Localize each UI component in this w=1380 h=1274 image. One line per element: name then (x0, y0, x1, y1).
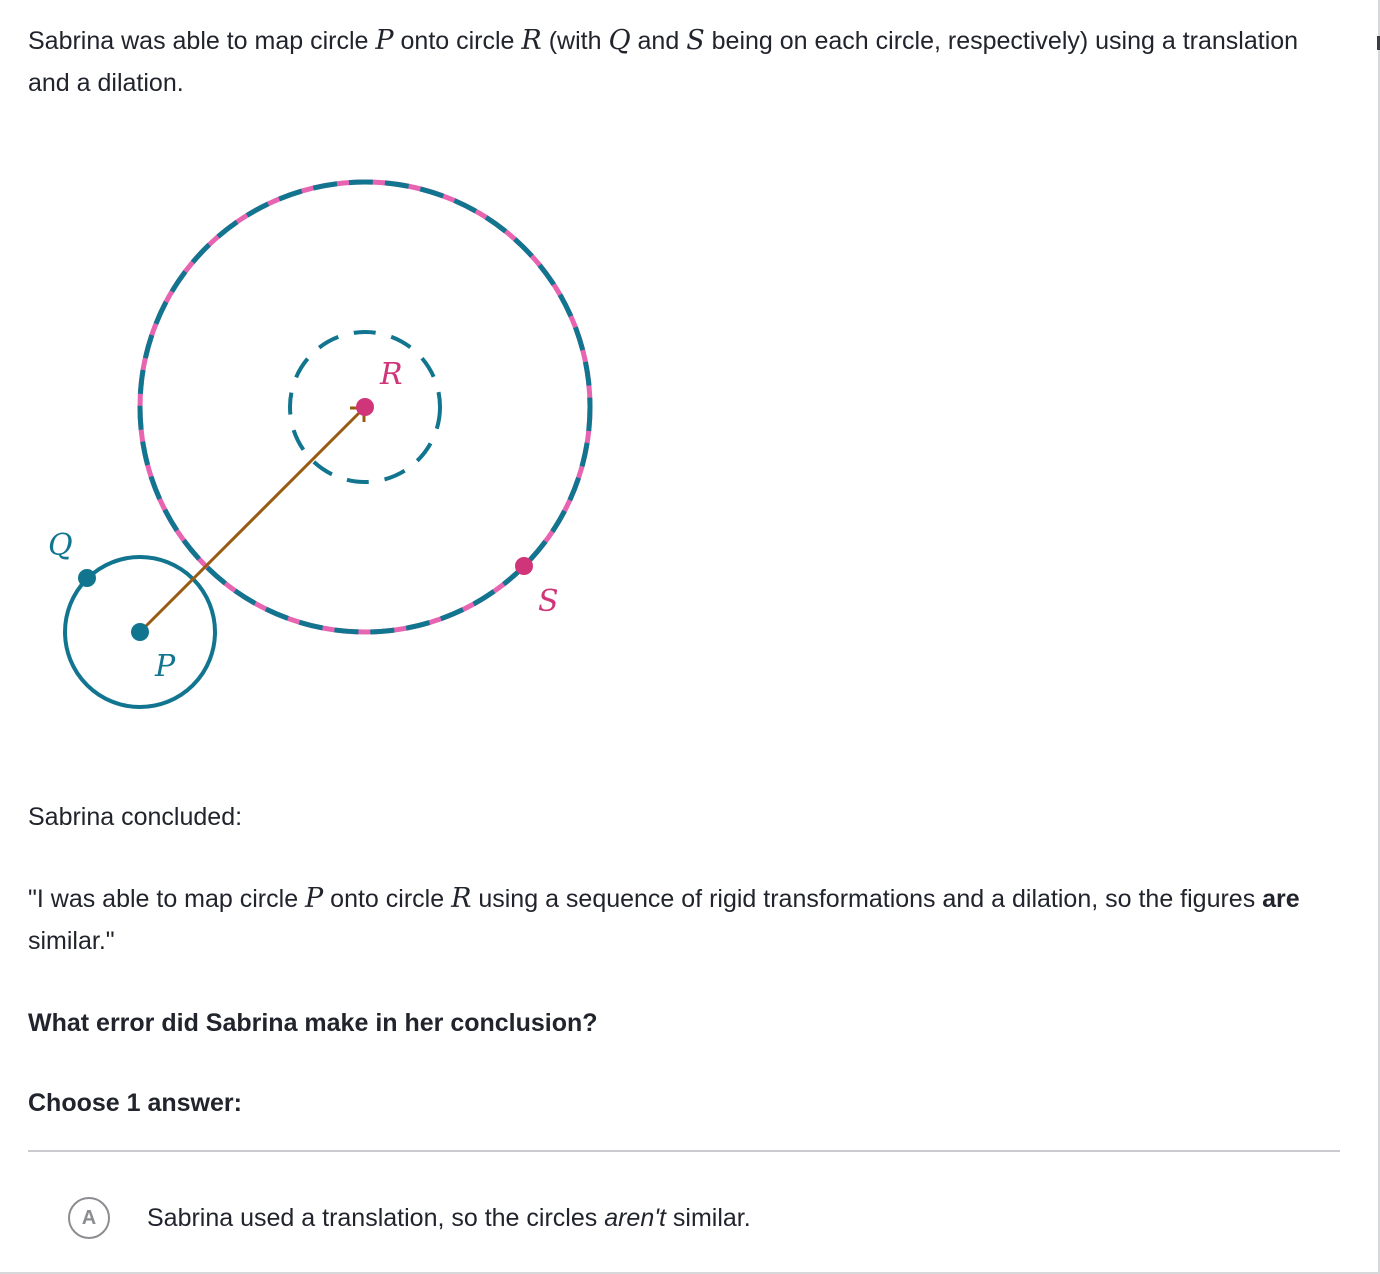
label-p: P (155, 649, 176, 684)
concluded-label: Sabrina concluded: (28, 803, 243, 831)
choices-divider (28, 1150, 1340, 1152)
math-var-p: P (375, 25, 394, 56)
choice-a[interactable] (68, 1195, 751, 1241)
quote-emphasis: are (1262, 885, 1300, 913)
math-var-r: R (521, 25, 542, 56)
circles-figure (0, 150, 700, 750)
label-s: S (538, 584, 559, 619)
question-text: What error did Sabrina make in her conclusion? (28, 1009, 598, 1037)
choice-a-text[interactable]: Sabrina used a translation, so the circles aren't similar. (147, 1203, 751, 1232)
quote-var-r: R (451, 883, 472, 914)
point-r (356, 398, 374, 416)
math-var-q: Q (608, 25, 631, 56)
sabrina-quote: "I was able to map circle P onto circle R using a sequence of rigid transformations and a dilation, so the figures are similar." (28, 883, 1300, 955)
label-r: R (380, 357, 403, 392)
point-s (515, 557, 533, 575)
point-q (78, 569, 96, 587)
quote-var-p: P (305, 883, 324, 914)
choice-a-letter[interactable]: A (68, 1197, 110, 1239)
problem-intro: Sabrina was able to map circle P onto circle R (with Q and S being on each circle, respectively) using a translation and a dilation. (28, 25, 1299, 97)
label-q: Q (48, 528, 73, 563)
choose-label: Choose 1 answer: (28, 1089, 242, 1117)
math-var-s: S (686, 25, 705, 56)
point-p (131, 623, 149, 641)
